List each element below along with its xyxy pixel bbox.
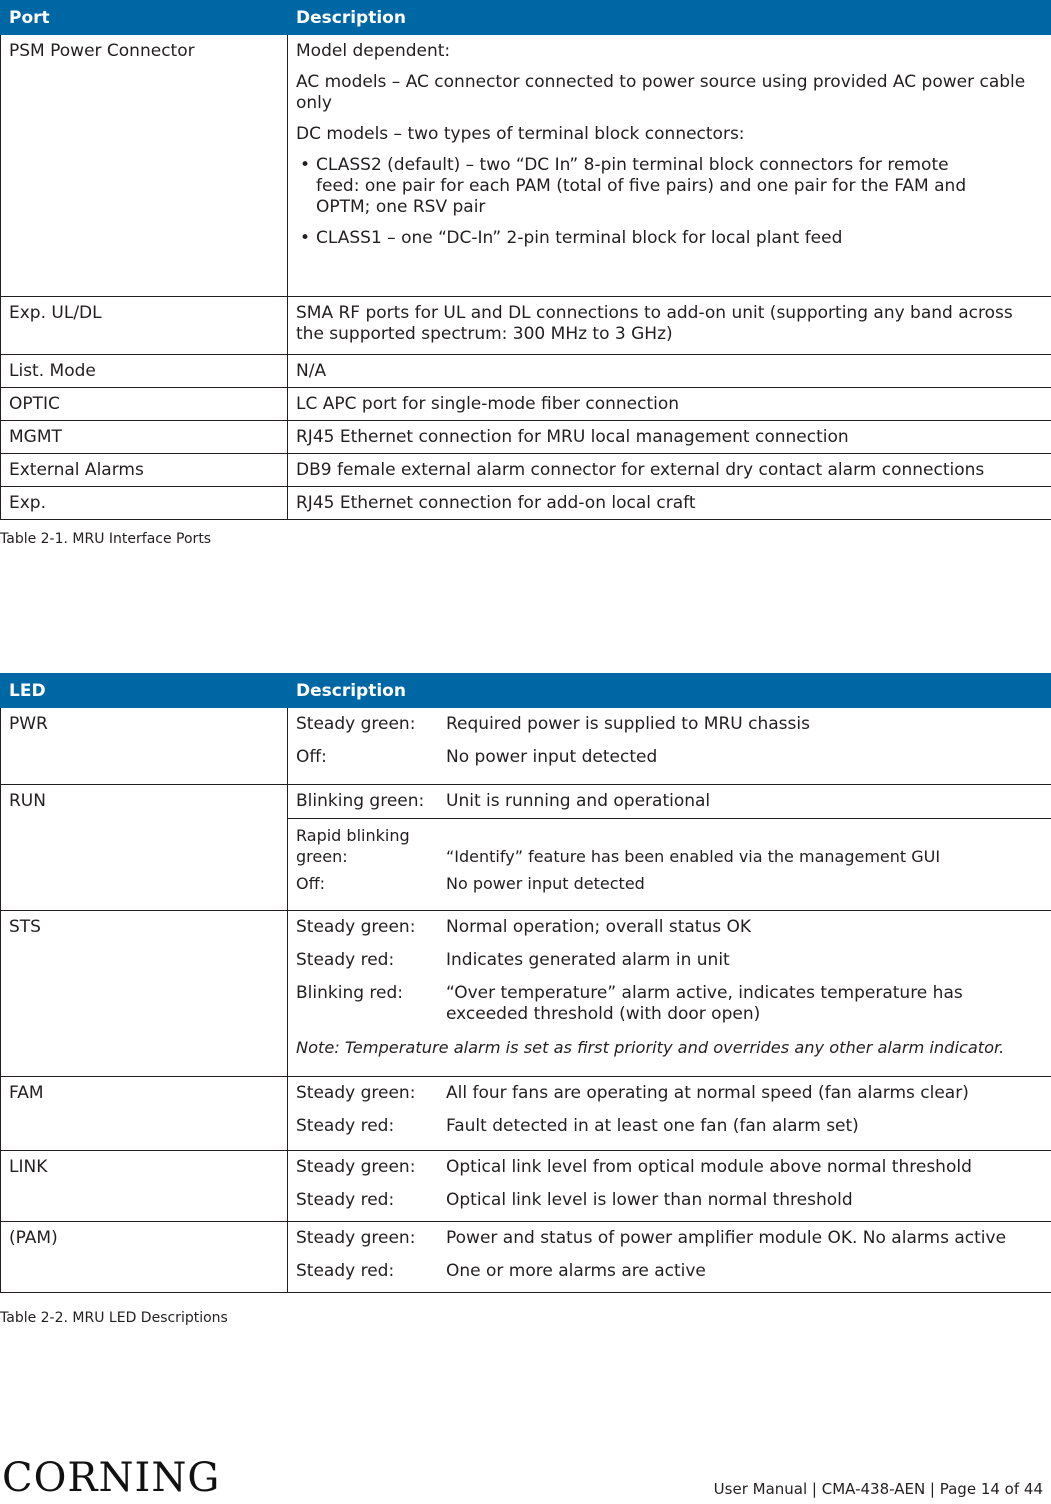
- table-row: [1, 487, 1051, 520]
- port-cell: PSM Power Connector: [1, 35, 288, 297]
- description-cell: RJ45 Ethernet connection for MRU local management connection: [288, 421, 1051, 454]
- table-header-row: [1, 1, 1051, 35]
- led-cell: FAM: [1, 1077, 288, 1151]
- list-item: • CLASS2 (default) – two “DC In” 8-pin terminal block connectors for remote feed: one pair for each PAM (total of five pairs) and one pair for the FAM and OPTM; one RSV pair: [296, 155, 993, 218]
- table-row: [1, 454, 1051, 487]
- table-row-fam: [1, 1077, 1051, 1151]
- table-row: [1, 297, 1051, 355]
- paragraph: AC models – AC connector connected to power source using provided AC power cable only: [296, 72, 1026, 113]
- corning-logo: CORNING: [2, 1455, 221, 1501]
- state-row: [296, 1157, 1043, 1178]
- table-row: [1, 421, 1051, 454]
- state-description: Normal operation; overall status OK: [446, 917, 752, 937]
- description-cell: N/A: [288, 355, 1051, 388]
- state-description: “Identify” feature has been enabled via the management GUI: [446, 847, 941, 866]
- table-row: [1, 35, 1051, 297]
- state-description: Power and status of power amplifier module OK. No alarms active: [446, 1228, 1007, 1248]
- state-row: [296, 825, 1043, 867]
- led-descriptions-table: [0, 673, 1051, 1293]
- state-description: Indicates generated alarm in unit: [446, 950, 730, 970]
- state-label: Steady green:: [296, 1157, 416, 1177]
- table-row-run: [1, 785, 1051, 819]
- description-cell: [288, 35, 1051, 297]
- state-label: Rapid blinking green:: [296, 826, 410, 866]
- port-cell: Exp.: [1, 487, 288, 520]
- table-header-row: [1, 674, 1051, 708]
- state-row: [296, 950, 1043, 971]
- port-cell: External Alarms: [1, 454, 288, 487]
- table-caption: Table 2-1. MRU Interface Ports: [0, 531, 212, 547]
- state-row: [296, 1116, 1043, 1137]
- state-row: [296, 791, 1043, 812]
- port-cell: Exp. UL/DL: [1, 297, 288, 355]
- column-header-port: Port: [1, 1, 288, 35]
- state-label: Off:: [296, 874, 326, 893]
- state-description: All four fans are operating at normal speed (fan alarms clear): [446, 1083, 969, 1103]
- state-description: Optical link level is lower than normal threshold: [446, 1190, 853, 1210]
- table-caption: Table 2-2. MRU LED Descriptions: [0, 1310, 228, 1326]
- description-cell: [288, 785, 1051, 819]
- column-header-led: LED: [1, 674, 288, 708]
- column-header-description: Description: [288, 674, 1051, 708]
- state-description: No power input detected: [446, 874, 645, 893]
- description-cell: DB9 female external alarm connector for external dry contact alarm connections: [288, 454, 1051, 487]
- state-label: Steady red:: [296, 950, 395, 970]
- description-cell: SMA RF ports for UL and DL connections to add-on unit (supporting any band across the supported spectrum: 300 MHz to 3 GHz): [288, 297, 1051, 355]
- table-row-pwr: [1, 708, 1051, 785]
- state-row: [296, 747, 1043, 768]
- state-label: Steady green:: [296, 1228, 416, 1248]
- state-description: Fault detected in at least one fan (fan alarm set): [446, 1116, 859, 1136]
- led-cell: (PAM): [1, 1222, 288, 1293]
- table-row-link: [1, 1151, 1051, 1222]
- bullet-list: [296, 155, 1043, 249]
- state-row: [296, 1190, 1043, 1211]
- paragraph: DC models – two types of terminal block connectors:: [296, 124, 745, 144]
- state-description: One or more alarms are active: [446, 1261, 706, 1281]
- state-row: [296, 983, 1043, 1025]
- table-row-pam: [1, 1222, 1051, 1293]
- state-label: Steady red:: [296, 1116, 395, 1136]
- state-row: [296, 873, 1043, 894]
- description-cell: [288, 1077, 1051, 1151]
- column-header-description: Description: [288, 1, 1051, 35]
- note-text: Note: Temperature alarm is set as first priority and overrides any other alarm indicator.: [296, 1038, 1005, 1057]
- table-row: [1, 388, 1051, 421]
- state-description: Unit is running and operational: [446, 791, 711, 811]
- description-cell: RJ45 Ethernet connection for add-on local craft: [288, 487, 1051, 520]
- led-cell: PWR: [1, 708, 288, 785]
- description-cell: [288, 1222, 1051, 1293]
- state-row: [296, 1083, 1043, 1104]
- port-cell: OPTIC: [1, 388, 288, 421]
- state-label: Blinking green:: [296, 791, 425, 811]
- list-item: • CLASS1 – one “DC-In” 2-pin terminal block for local plant feed: [296, 228, 993, 249]
- interface-ports-table: [0, 0, 1051, 520]
- description-cell: [288, 708, 1051, 785]
- state-label: Blinking red:: [296, 983, 404, 1003]
- state-row: [296, 1228, 1043, 1249]
- description-cell: LC APC port for single-mode fiber connection: [288, 388, 1051, 421]
- state-row: [296, 1261, 1043, 1282]
- table-row: [1, 355, 1051, 388]
- state-description: Required power is supplied to MRU chassis: [446, 714, 810, 734]
- description-cell: [288, 819, 1051, 911]
- description-cell: [288, 911, 1051, 1077]
- state-label: Steady green:: [296, 714, 416, 734]
- page-footer: User Manual | CMA-438-AEN | Page 14 of 44: [713, 1480, 1043, 1498]
- table-row-sts: [1, 911, 1051, 1077]
- state-description: No power input detected: [446, 747, 658, 767]
- state-label: Steady red:: [296, 1261, 395, 1281]
- paragraph: Model dependent:: [296, 41, 451, 61]
- led-cell: LINK: [1, 1151, 288, 1222]
- state-label: Steady green:: [296, 917, 416, 937]
- description-cell: [288, 1151, 1051, 1222]
- led-cell: STS: [1, 911, 288, 1077]
- state-description: Optical link level from optical module above normal threshold: [446, 1157, 972, 1177]
- port-cell: MGMT: [1, 421, 288, 454]
- state-label: Steady green:: [296, 1083, 416, 1103]
- led-cell: RUN: [1, 785, 288, 911]
- state-row: [296, 714, 1043, 735]
- state-label: Steady red:: [296, 1190, 395, 1210]
- state-description: “Over temperature” alarm active, indicates temperature has exceeded threshold (with door open): [446, 983, 963, 1024]
- port-cell: List. Mode: [1, 355, 288, 388]
- state-row: [296, 917, 1043, 938]
- state-label: Off:: [296, 747, 327, 767]
